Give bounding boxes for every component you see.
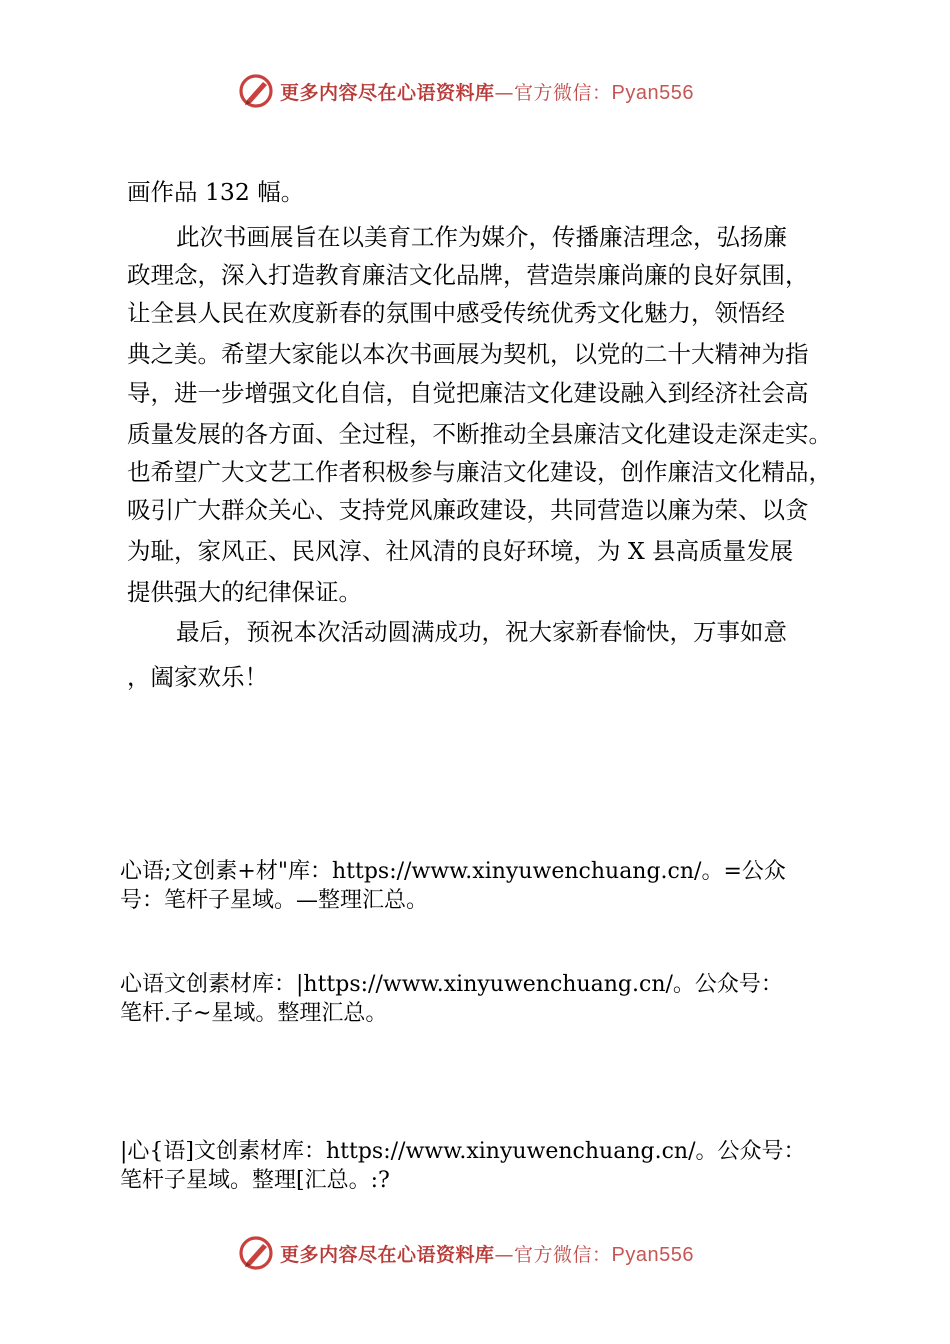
banner-text [280, 1240, 694, 1267]
article-line: 提供强大的纪律保证。 [127, 578, 362, 606]
banner-official-text: 官方微信： [514, 81, 612, 104]
footer-note-line: 心语;文创素+材"库：https://www.xinyuwenchuang.cn/。=公众 [120, 859, 786, 884]
article-line: 此次书画展旨在以美育工作为媒介，传播廉洁理念，弘扬廉 [176, 223, 787, 251]
article-line: ，阖家欢乐！ [127, 663, 268, 691]
article-line: 吸引广大群众关心、支持党风廉政建设，共同营造以廉为荣、以贪 [127, 496, 809, 524]
header-banner [238, 71, 694, 111]
article-line: 让全县人民在欢度新春的氛围中感受传统优秀文化魅力，领悟经 [127, 299, 785, 327]
article-line: 画作品 132 幅。 [127, 178, 305, 206]
article-line: 典之美。希望大家能以本次书画展为契机，以党的二十大精神为指 [127, 340, 809, 368]
footer-banner [238, 1233, 694, 1273]
banner-dash: — [494, 1243, 515, 1266]
article-line: 导，进一步增强文化自信，自觉把廉洁文化建设融入到经济社会高 [127, 379, 809, 407]
article-line: 最后，预祝本次活动圆满成功，祝大家新春愉快，万事如意 [176, 618, 787, 646]
footer-note-line: |心{语]文创素材库：https://www.xinyuwenchuang.cn/。公众号： [120, 1139, 806, 1164]
pen-circle-logo-icon [238, 73, 274, 109]
footer-note-line: 号：笔杆子星域。—整理汇总。 [120, 888, 429, 913]
banner-wechat-id: Pyan556 [611, 81, 694, 104]
banner-dash: — [494, 81, 515, 104]
banner-official-text: 官方微信： [514, 1243, 612, 1266]
footer-note-line: 笔杆子星域。整理[汇总。:? [120, 1168, 390, 1193]
pen-circle-logo-icon [238, 1235, 274, 1271]
article-line: 政理念，深入打造教育廉洁文化品牌，营造崇廉尚廉的良好氛围， [127, 261, 809, 289]
footer-note-line: 笔杆.子~星域。整理汇总。 [120, 1001, 388, 1026]
article-line: 为耻，家风正、民风淳、社风清的良好环境，为 X 县高质量发展 [127, 537, 794, 565]
banner-library-text: 更多内容尽在心语资料库 [280, 1243, 495, 1266]
article-line: 质量发展的各方面、全过程，不断推动全县廉洁文化建设走深走实。 [127, 420, 832, 448]
banner-library-text: 更多内容尽在心语资料库 [280, 81, 495, 104]
article-line: 也希望广大文艺工作者积极参与廉洁文化建设，创作廉洁文化精品， [127, 458, 832, 486]
footer-note-line: 心语文创素材库：|https://www.xinyuwenchuang.cn/。公众号： [120, 972, 783, 997]
banner-text [280, 78, 694, 105]
banner-wechat-id: Pyan556 [611, 1243, 694, 1266]
